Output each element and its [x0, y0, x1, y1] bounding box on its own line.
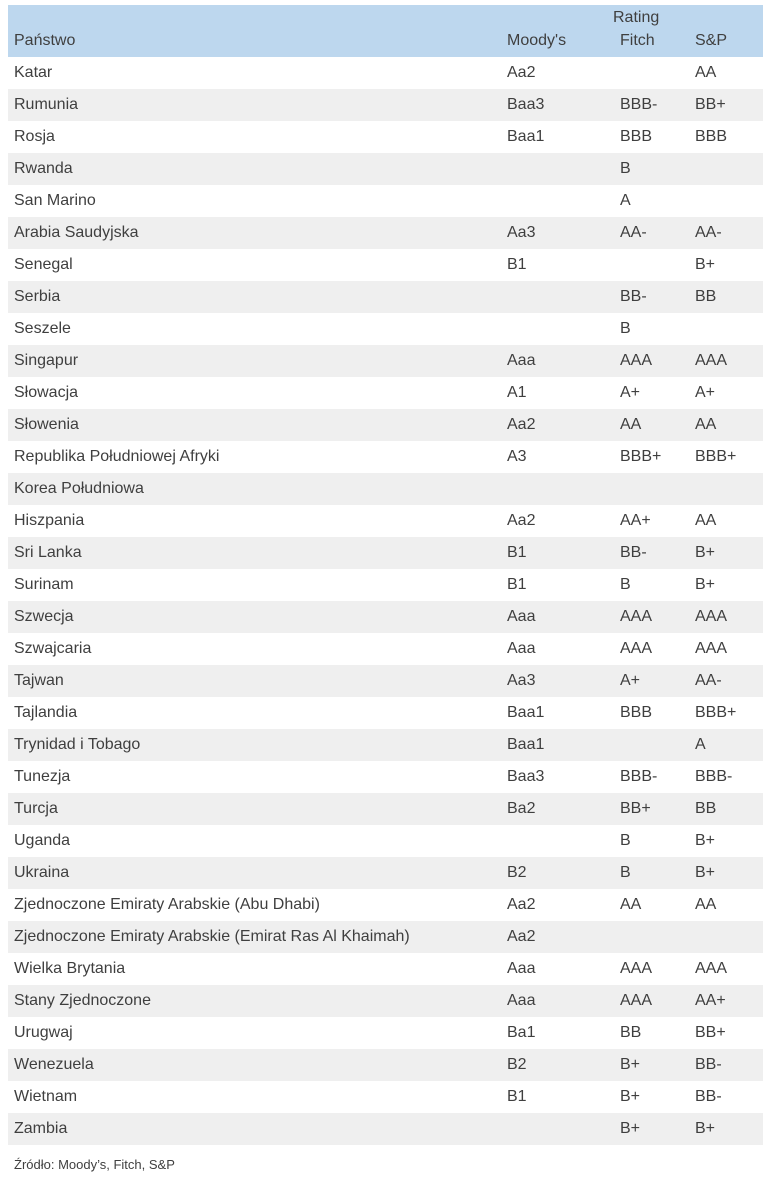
- sp-cell: AA+: [695, 992, 726, 1009]
- moodys-cell: Aa2: [507, 512, 536, 529]
- country-cell: Rosja: [14, 128, 55, 145]
- fitch-cell: B: [620, 160, 631, 177]
- sp-cell: A: [695, 736, 706, 753]
- table-row: [8, 857, 763, 889]
- table-row: [8, 153, 763, 185]
- table-body: [8, 57, 763, 1145]
- moodys-cell: A3: [507, 448, 527, 465]
- sp-cell: AAA: [695, 960, 728, 977]
- fitch-cell: BBB+: [620, 448, 662, 465]
- country-cell: Uganda: [14, 832, 71, 849]
- sp-cell: BB: [695, 800, 717, 817]
- sp-cell: BBB+: [695, 704, 737, 721]
- country-cell: Zjednoczone Emiraty Arabskie (Emirat Ras Al Khaimah): [14, 928, 410, 945]
- fitch-cell: B+: [620, 1088, 641, 1105]
- country-cell: Seszele: [14, 320, 71, 337]
- moodys-cell: Aa2: [507, 64, 536, 81]
- country-cell: Wietnam: [14, 1088, 78, 1105]
- country-cell: Tajlandia: [14, 704, 78, 721]
- country-cell: San Marino: [14, 192, 96, 209]
- table-row: [8, 377, 763, 409]
- sp-cell: A+: [695, 384, 716, 401]
- country-cell: Wielka Brytania: [14, 960, 126, 977]
- moodys-cell: Baa1: [507, 128, 545, 145]
- sp-cell: B+: [695, 256, 716, 273]
- fitch-cell: AAA: [620, 352, 653, 369]
- sp-cell: AA: [695, 416, 717, 433]
- fitch-cell: BBB-: [620, 96, 658, 113]
- sp-cell: AAA: [695, 640, 728, 657]
- sp-cell: B+: [695, 864, 716, 881]
- table-row: [8, 921, 763, 953]
- moodys-cell: Aa2: [507, 416, 536, 433]
- table-row: [8, 185, 763, 217]
- sp-cell: AA: [695, 512, 717, 529]
- sp-cell: B+: [695, 576, 716, 593]
- country-cell: Serbia: [14, 288, 61, 305]
- fitch-cell: B: [620, 576, 631, 593]
- moodys-cell: B1: [507, 1088, 527, 1105]
- fitch-cell: AAA: [620, 992, 653, 1009]
- country-cell: Szwajcaria: [14, 640, 92, 657]
- table-row: [8, 441, 763, 473]
- table-row: [8, 633, 763, 665]
- country-cell: Singapur: [14, 352, 79, 369]
- moodys-cell: A1: [507, 384, 527, 401]
- table-row: [8, 985, 763, 1017]
- table-header: [8, 5, 763, 57]
- fitch-cell: B: [620, 320, 631, 337]
- sp-cell: AA: [695, 896, 717, 913]
- sp-cell: BB-: [695, 1088, 722, 1105]
- table-row: [8, 345, 763, 377]
- moodys-cell: B1: [507, 576, 527, 593]
- table-row: [8, 1113, 763, 1145]
- sp-cell: BBB: [695, 128, 728, 145]
- fitch-cell: B: [620, 832, 631, 849]
- table-row: [8, 665, 763, 697]
- fitch-cell: AA: [620, 416, 642, 433]
- sp-cell: AAA: [695, 352, 728, 369]
- moodys-cell: B1: [507, 544, 527, 561]
- country-cell: Tajwan: [14, 672, 64, 689]
- fitch-cell: A+: [620, 384, 641, 401]
- sp-cell: B+: [695, 832, 716, 849]
- country-cell: Ukraina: [14, 864, 70, 881]
- moodys-cell: B2: [507, 864, 527, 881]
- table-row: [8, 217, 763, 249]
- ratings-page: [0, 5, 771, 1191]
- table-row: [8, 697, 763, 729]
- moodys-cell: B1: [507, 256, 527, 273]
- fitch-cell: B: [620, 864, 631, 881]
- country-cell: Zambia: [14, 1120, 68, 1137]
- fitch-cell: A: [620, 192, 631, 209]
- moodys-cell: Aa2: [507, 928, 536, 945]
- country-cell: Słowenia: [14, 416, 79, 433]
- column-header-rating-group: Rating: [613, 9, 660, 26]
- table-row: [8, 1081, 763, 1113]
- table-row: [8, 729, 763, 761]
- table-row: [8, 313, 763, 345]
- country-cell: Hiszpania: [14, 512, 85, 529]
- sp-cell: BB+: [695, 96, 726, 113]
- sp-cell: AA-: [695, 672, 722, 689]
- column-header-moodys: Moody's: [507, 32, 567, 49]
- table-row: [8, 569, 763, 601]
- table-row: [8, 1017, 763, 1049]
- column-header-sp: S&P: [695, 32, 728, 49]
- column-header-country: Państwo: [14, 32, 76, 49]
- column-header-fitch: [613, 5, 695, 57]
- fitch-cell: BB-: [620, 288, 647, 305]
- table-row: [8, 89, 763, 121]
- moodys-cell: Ba1: [507, 1024, 536, 1041]
- country-cell: Senegal: [14, 256, 73, 273]
- table-row: [8, 601, 763, 633]
- sp-cell: BB+: [695, 1024, 726, 1041]
- moodys-cell: B2: [507, 1056, 527, 1073]
- table-row: [8, 537, 763, 569]
- fitch-cell: AAA: [620, 960, 653, 977]
- table-row: [8, 57, 763, 89]
- country-cell: Słowacja: [14, 384, 79, 401]
- sp-cell: BBB+: [695, 448, 737, 465]
- table-row: [8, 121, 763, 153]
- moodys-cell: Aaa: [507, 608, 536, 625]
- country-cell: Turcja: [14, 800, 58, 817]
- fitch-cell: A+: [620, 672, 641, 689]
- country-cell: Zjednoczone Emiraty Arabskie (Abu Dhabi): [14, 896, 320, 913]
- moodys-cell: Aaa: [507, 992, 536, 1009]
- table-row: [8, 409, 763, 441]
- column-header-fitch-label: Fitch: [620, 32, 655, 49]
- fitch-cell: B+: [620, 1056, 641, 1073]
- table-row: [8, 505, 763, 537]
- moodys-cell: Ba2: [507, 800, 536, 817]
- country-cell: Surinam: [14, 576, 74, 593]
- table-row: [8, 953, 763, 985]
- source-note: Źródło: Moody’s, Fitch, S&P: [14, 1157, 175, 1172]
- country-cell: Wenezuela: [14, 1056, 94, 1073]
- fitch-cell: BB: [620, 1024, 642, 1041]
- country-cell: Rwanda: [14, 160, 73, 177]
- moodys-cell: Aaa: [507, 960, 536, 977]
- sp-cell: B+: [695, 544, 716, 561]
- fitch-cell: BB-: [620, 544, 647, 561]
- country-cell: Stany Zjednoczone: [14, 992, 151, 1009]
- fitch-cell: AAA: [620, 608, 653, 625]
- ratings-table: [8, 5, 763, 1145]
- table-row: [8, 249, 763, 281]
- sp-cell: AAA: [695, 608, 728, 625]
- sp-cell: AA: [695, 64, 717, 81]
- moodys-cell: Baa1: [507, 704, 545, 721]
- fitch-cell: AAA: [620, 640, 653, 657]
- moodys-cell: Baa3: [507, 768, 545, 785]
- fitch-cell: BB+: [620, 800, 651, 817]
- country-cell: Sri Lanka: [14, 544, 82, 561]
- moodys-cell: Aa3: [507, 672, 536, 689]
- fitch-cell: BBB-: [620, 768, 658, 785]
- table-row: [8, 889, 763, 921]
- fitch-cell: AA-: [620, 224, 647, 241]
- table-row: [8, 1049, 763, 1081]
- sp-cell: AA-: [695, 224, 722, 241]
- table-row: [8, 793, 763, 825]
- moodys-cell: Baa1: [507, 736, 545, 753]
- fitch-cell: BBB: [620, 128, 653, 145]
- country-cell: Arabia Saudyjska: [14, 224, 139, 241]
- table-row: [8, 761, 763, 793]
- fitch-cell: AA+: [620, 512, 651, 529]
- moodys-cell: Aa2: [507, 896, 536, 913]
- sp-cell: BB: [695, 288, 717, 305]
- table-row: [8, 825, 763, 857]
- table-row: [8, 473, 763, 505]
- country-cell: Trynidad i Tobago: [14, 736, 141, 753]
- table-row: [8, 281, 763, 313]
- country-cell: Rumunia: [14, 96, 79, 113]
- country-cell: Szwecja: [14, 608, 74, 625]
- country-cell: Tunezja: [14, 768, 71, 785]
- moodys-cell: Baa3: [507, 96, 545, 113]
- sp-cell: B+: [695, 1120, 716, 1137]
- moodys-cell: Aaa: [507, 640, 536, 657]
- moodys-cell: Aa3: [507, 224, 536, 241]
- sp-cell: BBB-: [695, 768, 733, 785]
- moodys-cell: Aaa: [507, 352, 536, 369]
- fitch-cell: BBB: [620, 704, 653, 721]
- country-cell: Korea Południowa: [14, 480, 144, 497]
- fitch-cell: AA: [620, 896, 642, 913]
- fitch-cell: B+: [620, 1120, 641, 1137]
- country-cell: Republika Południowej Afryki: [14, 448, 220, 465]
- sp-cell: BB-: [695, 1056, 722, 1073]
- country-cell: Urugwaj: [14, 1024, 73, 1041]
- country-cell: Katar: [14, 64, 53, 81]
